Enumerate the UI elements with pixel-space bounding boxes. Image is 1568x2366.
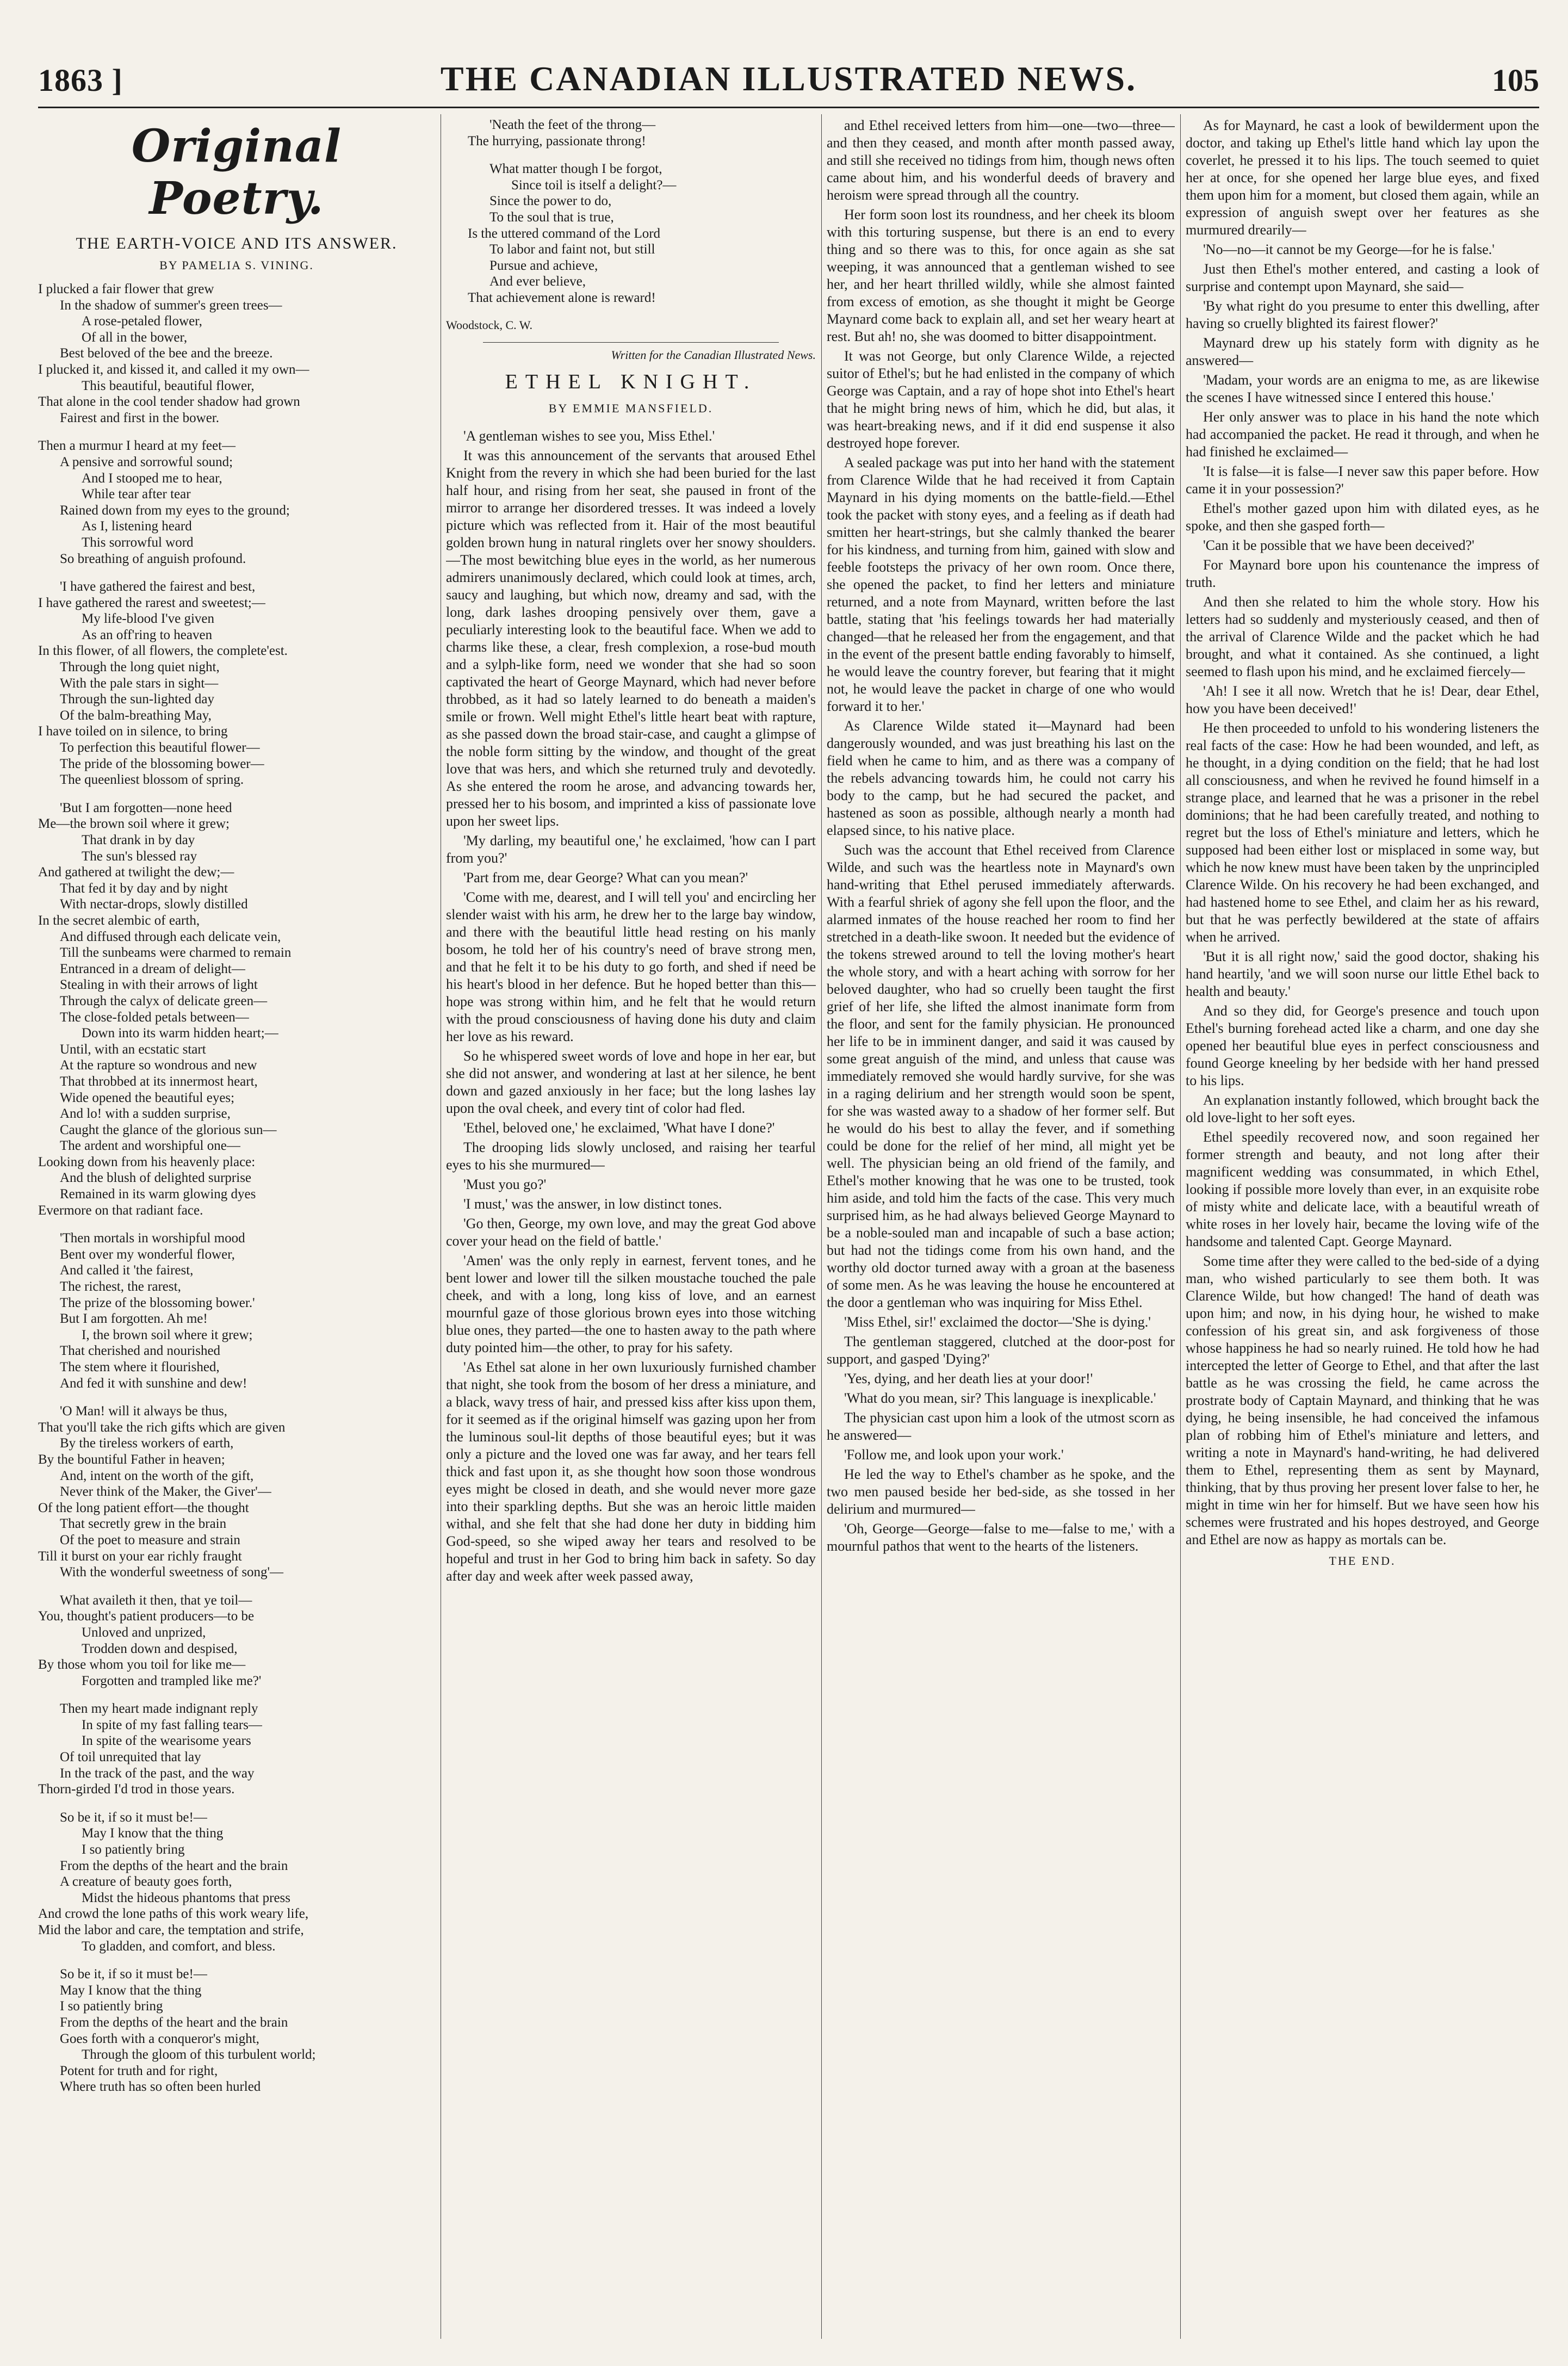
poem-stanza — [38, 1230, 435, 1391]
poem-line: Then my heart made indignant reply — [60, 1701, 258, 1717]
poem-line: In the shadow of summer's green trees— — [60, 298, 282, 313]
story-paragraph: As for Maynard, he cast a look of bewilderment upon the doctor, and taking up Ethel's little hand which lay upon the coverlet, he pressed it to his lips. The touch seemed to quiet her at once, for she opened her large blue eyes, and fixed them upon him for a moment, but closed them again, while an expression of anguish swept over her features as she murmured drearily— — [1186, 117, 1539, 238]
poem-line: In spite of my fast falling tears— — [82, 1717, 262, 1732]
story-paragraph: So he whispered sweet words of love and hope in her ear, but she did not answer, and wondering at last at her silence, he bent down and gazed anxiously in her face; but the long lashes lay upon the oval cheek, and every tint of color had fled. — [446, 1048, 816, 1116]
poem-line: But I am forgotten. Ah me! — [60, 1311, 208, 1327]
poem-line: Entranced in a dream of delight— — [60, 961, 245, 976]
poem-line: To labor and faint not, but still — [489, 242, 655, 257]
story-paragraph: 'Ethel, beloved one,' he exclaimed, 'What have I done?' — [463, 1119, 775, 1136]
poem-line: Trodden down and despised, — [82, 1641, 238, 1656]
poem-line: Caught the glance of the glorious sun— — [60, 1122, 277, 1137]
poem-line: Of toil unrequited that lay — [60, 1750, 201, 1765]
poem-line: The queenliest blossom of spring. — [60, 772, 244, 788]
poem-line: The richest, the rarest, — [60, 1279, 181, 1295]
story-paragraph: It was this announcement of the servants that aroused Ethel Knight from the revery in which she had been buried for the last half hour, and rising from her seat, she paused in front of the mirror to arrange her disordered tresses. It was indeed a lovely picture which was reflected from it. Hair of the most beautiful golden brown hung in natural ringlets over her snowy shoulders.—The most bewitching blue eyes in the world, as her numerous admirers unanimously declared, which could look at times, arch, saucy and laughing, but which now, dreamy and sad, with the long, dark lashes drooping pensively over them, gave a peculiarly interesting look to the beautiful face. When we add to charms like these, a clear, fresh complexion, a rose-bud mouth and a sylph-like form, need we wonder that she had so soon captivated the heart of George Maynard, which had never before throbbed, as it had so lately learned to do beneath a maiden's smile or frown. Well might Ethel's little heart beat with rapture, as she passed down the broad stair-case, and caught a glimpse of the noble form sitting by the window, and thought of the great love that was hers, and which she returned truly and devotedly. As she entered the room he arose, and advancing towards her, pressed her to his bosom, and imprinted a kiss of passionate love upon her sweet lips. — [446, 447, 816, 829]
story-paragraph: 'Part from me, dear George? What can you mean?' — [463, 869, 748, 885]
poem-line: I have toiled on in silence, to bring — [38, 724, 228, 739]
story-paragraph: An explanation instantly followed, which brought back the old love-light to her soft eyes. — [1186, 1092, 1539, 1125]
story-paragraph: 'I must,' was the answer, in low distinct tones. — [463, 1196, 722, 1212]
story-paragraph: 'What do you mean, sir? This language is inexplicable.' — [844, 1390, 1156, 1406]
poem-stanza — [38, 579, 435, 788]
story-column-2 — [827, 117, 1175, 1557]
poem-line: That you'll take the rich gifts which are given — [38, 1420, 286, 1435]
poem-line: From the depths of the heart and the brain — [60, 2015, 288, 2030]
story-paragraph: For Maynard bore upon his countenance the impress of truth. — [1186, 557, 1539, 590]
poem-stanza — [446, 161, 816, 306]
story-paragraph: 'Yes, dying, and her death lies at your door!' — [844, 1371, 1093, 1386]
poem-line: Through the long quiet night, — [60, 660, 220, 675]
poem-title: THE EARTH-VOICE AND ITS ANSWER. — [76, 234, 398, 252]
poem-stanza — [38, 1593, 435, 1689]
story-paragraph: The drooping lids slowly unclosed, and raising her tearful eyes to his she murmured— — [446, 1139, 816, 1173]
poem-line: Of all in the bower, — [82, 330, 188, 345]
poem-line: Unloved and unprized, — [82, 1625, 206, 1640]
poem-line: The stem where it flourished, — [60, 1360, 220, 1374]
poem-stanza — [38, 438, 435, 567]
poem-line: The pride of the blossoming bower— — [60, 756, 264, 771]
poem-line: And called it 'the fairest, — [60, 1263, 194, 1278]
poem-line: Through the sun-lighted day — [60, 692, 214, 707]
poem-line: So breathing of anguish profound. — [60, 551, 246, 566]
column-divider — [1180, 114, 1181, 2339]
section-divider — [483, 342, 779, 343]
poem-line: The ardent and worshipful one— — [60, 1138, 240, 1154]
story-paragraph: 'Follow me, and look upon your work.' — [844, 1447, 1064, 1463]
poem-line: 'Neath the feet of the throng— — [489, 117, 656, 132]
poem-line: At the rapture so wondrous and new — [60, 1058, 257, 1073]
poem-line: Mid the labor and care, the temptation and strife, — [38, 1923, 304, 1937]
story-column-1 — [446, 117, 816, 1587]
poem-line: So be it, if so it must be!— — [60, 1810, 207, 1825]
poem-line: Of the poet to measure and strain — [60, 1532, 240, 1547]
story-paragraph: 'Miss Ethel, sir!' exclaimed the doctor—'She is dying.' — [844, 1314, 1151, 1330]
poem-line: 'I have gathered the fairest and best, — [60, 579, 256, 594]
poem-line: Where truth has so often been hurled — [60, 2079, 261, 2095]
poem-line: In this flower, of all flowers, the complete'est. — [38, 643, 288, 659]
poem-line: Forgotten and trampled like me?' — [82, 1673, 262, 1688]
masthead-rule — [38, 107, 1539, 108]
column-divider — [821, 114, 822, 2339]
poem-line: And, intent on the worth of the gift, — [60, 1468, 254, 1483]
poem-line: And crowd the lone paths of this work weary life, — [38, 1906, 309, 1922]
poem-line: While tear after tear — [82, 487, 191, 502]
poem-line: And the blush of delighted surprise — [60, 1170, 252, 1186]
poem-line: That cherished and nourished — [60, 1343, 221, 1359]
story-paragraph: Some time after they were called to the bed-side of a dying man, who wished particularly to see them both. It was Clarence Wilde, but how changed! The hand of death was upon him; and now, in his dying hour, he wished to make confession of his great sin, and ask forgiveness of those whose happiness he had so nearly ruined. He told how he had intercepted the letter of George to Ethel, and that after the last battle as he was crossing the field, he came across the prostrate body of Captain Maynard, and thinking that he was dying, he being insensible, he had conceived the infamous plan of robbing him of Ethel's miniature and letters, and writing a note in Maynard's hand-writing, he had delivered them to Ethel, representing them as sent by Maynard, thinking, that by thus proving her present lover false to her, he might in time win her for himself. But we have seen how his schemes were frustrated and his hopes destroyed, and George and Ethel are now as happy as mortals can be. — [1186, 1253, 1539, 1547]
poem-line: 'Then mortals in worshipful mood — [60, 1231, 245, 1246]
poem-line: I have gathered the rarest and sweetest;— — [38, 595, 265, 610]
poem-line: With the pale stars in sight— — [60, 676, 219, 691]
poem-line: Thorn-girded I'd trod in those years. — [38, 1782, 235, 1797]
poem-line: I so patiently bring — [82, 1842, 185, 1857]
poem-line: You, thought's patient producers—to be — [38, 1609, 255, 1624]
poem-line: A rose-petaled flower, — [82, 314, 202, 329]
story-paragraph: Ethel speedily recovered now, and soon regained her former strength and beauty, and not long after their magnificent wedding was consummated, in which Ethel, looking if possible more lovely than ever, in an exquisite robe of misty white and delicate lace, with a beautiful wreath of white roses in her lovely hair, became the loving wife of the handsome and talented Capt. George Maynard. — [1186, 1129, 1539, 1249]
poem-line: The hurrying, passionate throng! — [468, 133, 646, 148]
poem-line: Pursue and achieve, — [489, 258, 598, 273]
story-paragraph: 'A gentleman wishes to see you, Miss Ethel.' — [463, 428, 715, 444]
poem-line: With the wonderful sweetness of song'— — [60, 1565, 284, 1580]
poem-line: The close-folded petals between— — [60, 1009, 249, 1025]
story-paragraph: Her only answer was to place in his hand the note which had accompanied the packet. He read it through, and when he had finished he exclaimed— — [1186, 409, 1539, 460]
poem-line: Rained down from my eyes to the ground; — [60, 503, 290, 518]
poetry-section-header: Original Poetry. — [131, 120, 342, 225]
poem-line: Since toil is itself a delight?— — [511, 177, 677, 193]
poem-line: I plucked it, and kissed it, and called it my own— — [38, 362, 309, 377]
poem-stanza — [38, 1403, 435, 1581]
story-paragraph: Such was the account that Ethel received from Clarence Wilde, and such was the heartless note in Maynard's own hand-writing that Ethel perused immediately afterwards. With a fearful shriek of agony she fell upon the floor, and the alarmed inmates of the house reached her room to find her stretched in a death-like swoon. It needed but the evidence of the tokens strewed around to tell the loving mother's heart the whole story, and with a heart aching with sorrow for her beloved daughter, who had so cruelly been taught the first grief of her life, she lifted the almost inanimate form from the floor, and sent for the family physician. He pronounced her life to be in imminent danger, and said it was caused by some great anguish of the mind, and unless that cause was immediately removed she would hardly survive, for she was in a raging delirium and her strength would soon be spent, for she was wasted away to a shadow of her former self. But he would do his best to allay the fever, and if something could be done for the relief of her mind, all might yet be well. The physician being an old friend of the family, and Ethel's mother knowing that he was one to be trusted, took him aside, and told him the facts of the case. This very much surprised him, as he had always believed George Maynard to be a noble-souled man and incapable of such a base action; but had not the tidings come from his own hand, and the worthy old doctor turned away with a groan at the baseness of some men. As he was leaving the house he encountered at the door a gentleman who was inquiring for Miss Ethel. — [827, 842, 1175, 1310]
poem-line: Till the sunbeams were charmed to remain — [60, 945, 292, 961]
poem-line: In the track of the past, and the way — [60, 1766, 255, 1781]
story-paragraph: And so they did, for George's presence and touch upon Ethel's burning forehead acted like a charm, and one day she opened her beautiful blue eyes in perfect consciousness and found George kneeling by her bedside with her hand pressed to his lips. — [1186, 1003, 1539, 1088]
story-text — [446, 428, 816, 1585]
story-text — [827, 117, 1175, 1555]
poem-line: Remained in its warm glowing dyes — [60, 1187, 256, 1202]
poem-line: And diffused through each delicate vein, — [60, 929, 281, 944]
story-paragraph: The gentleman staggered, clutched at the door-post for support, and gasped 'Dying?' — [827, 1334, 1175, 1367]
story-paragraph: 'My darling, my beautiful one,' he exclaimed, 'how can I part from you?' — [446, 832, 816, 866]
poem-line: Down into its warm hidden heart;— — [82, 1026, 278, 1041]
poem-line: This beautiful, beautiful flower, — [82, 378, 255, 393]
poem-line: That achievement alone is reward! — [468, 290, 656, 305]
poem-line: Evermore on that radiant face. — [38, 1203, 203, 1218]
poem-line: In the secret alembic of earth, — [38, 913, 200, 928]
poem-line: That alone in the cool tender shadow had grown — [38, 394, 300, 410]
poem-line: As I, listening heard — [82, 519, 192, 534]
poem-line: May I know that the thing — [82, 1826, 224, 1841]
story-paragraph: It was not George, but only Clarence Wilde, a rejected suitor of Ethel's; but he had enlisted in the company of which George was Captain, and a ray of hope shot into Ethel's heart that he might bring news of him, which he did, but alas, it was heart-breaking news, and if it did end suspense it also destroyed hope forever. — [827, 348, 1175, 451]
poem-stanza — [38, 1966, 435, 2095]
story-paragraph: 'But it is all right now,' said the good doctor, shaking his hand heartily, 'and we will soon nurse our little Ethel back to health and beauty.' — [1186, 949, 1539, 999]
poem-line: Of the long patient effort—the thought — [38, 1500, 249, 1515]
poem-line: With nectar-drops, slowly distilled — [60, 897, 248, 912]
poem-line: In spite of the wearisome years — [82, 1733, 251, 1749]
poem-line: To perfection this beautiful flower— — [60, 740, 260, 755]
poem-line: That drank in by day — [82, 833, 195, 847]
poem-line: A pensive and sorrowful sound; — [60, 454, 233, 469]
poem-line: From the depths of the heart and the brain — [60, 1858, 288, 1873]
poem-byline: BY PAMELIA S. VINING. — [159, 258, 314, 272]
poem-line: Midst the hideous phantoms that press — [82, 1890, 290, 1905]
story-column-3 — [1186, 117, 1539, 1568]
story-paragraph: 'No—no—it cannot be my George—for he is false.' — [1203, 241, 1495, 257]
poem-line: Me—the brown soil where it grew; — [38, 816, 230, 832]
masthead — [38, 59, 1539, 108]
story-paragraph: He then proceeded to unfold to his wondering listeners the real facts of the case: How he had been wounded, and left, as he thought, in a dying condition on the field; that he had lost all consciousness, and when he revived he found himself in a strange place, and learned that he was a prisoner in the rebel dominions; that he had been carefully treated, and nothing to regret but the loss of Ethel's miniature and letters, which he supposed had been either lost or misplaced in some way, but which he now knew must have been taken by the unprincipled Clarence Wilde. On his recovery he had been exchanged, and had hastened home to see Ethel, and claim her as his reward, but that he was perfectly bewildered at the state of affairs when he arrived. — [1186, 720, 1539, 945]
poem-place: Woodstock, C. W. — [446, 318, 532, 332]
poem-line: That throbbed at its innermost heart, — [60, 1074, 258, 1089]
story-paragraph: 'Must you go?' — [463, 1176, 547, 1192]
story-paragraph: The physician cast upon him a look of the utmost scorn as he answered— — [827, 1410, 1175, 1443]
poem-line: And I stooped me to hear, — [82, 470, 222, 486]
poem-line: That secretly grew in the brain — [60, 1516, 227, 1532]
poem-stanza — [38, 281, 435, 426]
poem-line: As an off'ring to heaven — [82, 627, 213, 642]
poem-line: Then a murmur I heard at my feet— — [38, 438, 236, 454]
poem-line: Is the uttered command of the Lord — [468, 226, 661, 241]
poem-line: The prize of the blossoming bower.' — [60, 1295, 255, 1310]
poem-line: And lo! with a sudden surprise, — [60, 1106, 231, 1122]
poem-line: Never think of the Maker, the Giver'— — [60, 1484, 271, 1500]
poem-body — [38, 281, 435, 2095]
poem-line: Stealing in with their arrows of light — [60, 977, 258, 993]
story-paragraph: Maynard drew up his stately form with dignity as he answered— — [1186, 335, 1539, 368]
poem-line: May I know that the thing — [60, 1983, 202, 1998]
poem-line: By those whom you toil for like me— — [38, 1657, 246, 1673]
poem-stanza — [38, 1701, 435, 1798]
story-paragraph: 'Ah! I see it all now. Wretch that he is! Dear, dear Ethel, how you have been deceived!' — [1186, 683, 1539, 716]
story-byline: BY EMMIE MANSFIELD. — [548, 401, 714, 415]
poem-stanza — [446, 117, 816, 149]
poem-line: This sorrowful word — [82, 535, 194, 550]
poem-line: What matter though I be forgot, — [489, 162, 662, 177]
story-paragraph: and Ethel received letters from him—one—two—three—and then they ceased, and month after month passed away, and still she received no tidings from him, though news often came about him, and his wonderful deeds of bravery and heroism were spread through all the country. — [827, 117, 1175, 203]
story-paragraph: He led the way to Ethel's chamber as he spoke, and the two men paused beside her bed-side, as she tossed in her delirium and murmured— — [827, 1466, 1175, 1517]
poem-line: Looking down from his heavenly place: — [38, 1154, 256, 1169]
poem-line: By the bountiful Father in heaven; — [38, 1452, 225, 1467]
story-paragraph: 'Amen' was the only reply in earnest, fervent tones, and he bent lower and lower till the silken moustache touched the pale cheek, and with a long, long kiss of love, and an earnest mournful gaze of those glorious brown eyes into those witching blue ones, they parted—the one to hasten away to the path where duty pointed him—the other, to pray for his safety. — [446, 1252, 816, 1355]
story-paragraph: 'By what right do you presume to enter this dwelling, after having so cruelly blighted its fairest flower?' — [1186, 298, 1539, 331]
story-credit: Written for the Canadian Illustrated News. — [611, 348, 816, 362]
poem-line: By the tireless workers of earth, — [60, 1436, 234, 1451]
story-end-mark: THE END. — [1329, 1554, 1396, 1568]
story-paragraph: 'As Ethel sat alone in her own luxuriously furnished chamber that night, she took from the bosom of her dress a miniature, and a black, wavy tress of hair, and pressed kiss after kiss upon them, for it seemed as if the original himself was gazing upon her from the luminous soul-lit depths of those beautiful eyes; but it was only a picture and the loved one was far away, and her tears fell thick and fast upon it, as she thought how soon those wondrous eyes might be closed in death, and she would never more gaze into their sparkling depths. But she was an heroic little maiden withal, and she felt that she had done her duty in bidding him God-speed, so she wiped away her tears and resolved to be hopeful and trust in her God to bring him back in safety. So day after day and week after week passed away, — [446, 1359, 816, 1584]
poem-line: To the soul that is true, — [489, 209, 614, 225]
story-paragraph: A sealed package was put into her hand with the statement from Clarence Wilde that he had received it from Captain Maynard in his dying moments on the battle-field.—Ethel took the packet with stony eyes, and a feeling as if death had smitten her heart-strings, but she calmly thanked the bearer for his kindness, and turning from him, gained with slow and feeble footsteps the privacy of her own room. Once there, she opened the packet, to find her letters and miniature returned, and a note from Maynard, written before the last battle, stating that 'his feelings towards her had materially changed—that he released her from the engagement, and that in the event of the present battle ending favorably to himself, he would leave the country forever, but fearing that it might not, he would leave the packet in charge of one who would forward it to her.' — [827, 455, 1175, 714]
poem-line: I, the brown soil where it grew; — [82, 1327, 253, 1342]
poem-line: My life-blood I've given — [82, 611, 215, 627]
poem-line: And fed it with sunshine and dew! — [60, 1376, 247, 1391]
newspaper-title: THE CANADIAN ILLUSTRATED NEWS. — [440, 59, 1137, 98]
poem-stanza — [38, 800, 435, 1218]
poem-line: Fairest and first in the bower. — [60, 410, 219, 425]
poem-line: Best beloved of the bee and the breeze. — [60, 346, 273, 361]
story-paragraph: Just then Ethel's mother entered, and casting a look of surprise and contempt upon Maynard, she said— — [1186, 261, 1539, 294]
page-number: 105 — [1492, 63, 1539, 98]
story-paragraph: 'Oh, George—George—false to me—false to me,' with a mournful pathos that went to the hearts of the listeners. — [827, 1521, 1175, 1554]
story-paragraph: Ethel's mother gazed upon him with dilated eyes, as he spoke, and then she gasped forth— — [1186, 500, 1539, 534]
poem-line: What availeth it then, that ye toil— — [60, 1593, 252, 1608]
poem-stanza — [38, 1810, 435, 1954]
poem-line: 'O Man! will it always be thus, — [60, 1404, 227, 1419]
poem-line: 'But I am forgotten—none heed — [60, 800, 232, 815]
poetry-column — [38, 117, 435, 2107]
poem-line: Potent for truth and for right, — [60, 2063, 218, 2078]
poem-line: Until, with an ecstatic start — [60, 1042, 206, 1057]
story-paragraph: 'Go then, George, my own love, and may the great God above cover your head on the field of battle.' — [446, 1215, 816, 1249]
poem-line: And ever believe, — [489, 274, 586, 289]
story-title: ETHEL KNIGHT. — [505, 370, 757, 393]
poem-continuation — [446, 117, 816, 306]
poem-line: A creature of beauty goes forth, — [60, 1874, 232, 1890]
poem-line: Of the balm-breathing May, — [60, 708, 212, 723]
poem-line: Through the gloom of this turbulent world; — [82, 2047, 316, 2062]
story-paragraph: 'It is false—it is false—I never saw this paper before. How came it in your possession?' — [1186, 463, 1539, 497]
story-paragraph: 'Come with me, dearest, and I will tell you' and encircling her slender waist with his arm, he drew her to the large bay window, and there with the beautiful little head resting on his manly bosom, he told her of his country's need of brave strong men, and that he felt it to be his duty to go forth, and shed if need be his heart's blood in her defence. But he hoped better than this—hope was strong within him, and he felt that he would return with the proud consciousness of having done his duty and claim her love as his reward. — [446, 889, 816, 1044]
poem-line: To gladden, and comfort, and bless. — [82, 1938, 276, 1954]
poem-line: I plucked a fair flower that grew — [38, 282, 214, 296]
story-paragraph: 'Madam, your words are an enigma to me, as are likewise the scenes I have witnessed since I entered this house.' — [1186, 372, 1539, 405]
poem-line: Goes forth with a conqueror's might, — [60, 2031, 259, 2046]
poem-line: Bent over my wonderful flower, — [60, 1247, 235, 1262]
poem-line: Till it burst on your ear richly fraught — [38, 1549, 242, 1564]
story-paragraph: And then she related to him the whole story. How his letters had so suddenly and mysteriously ceased, and then of the arrival of Clarence Wilde and the packet which he had brought, and what it contained. As she continued, a light seemed to flash upon his mind, and he exclaimed fiercely— — [1186, 594, 1539, 679]
poem-line: And gathered at twilight the dew;— — [38, 865, 234, 880]
poem-line: So be it, if so it must be!— — [60, 1967, 207, 1982]
poem-line: That fed it by day and by night — [60, 881, 228, 896]
poem-line: Since the power to do, — [489, 194, 612, 209]
issue-year: 1863 ] — [38, 63, 123, 98]
poem-line: I so patiently bring — [60, 1999, 163, 2014]
poem-line: The sun's blessed ray — [82, 848, 197, 864]
story-text — [1186, 117, 1539, 1549]
story-paragraph: As Clarence Wilde stated it—Maynard had been dangerously wounded, and was just breathing his last on the field when he came to him, and as there was a company of the rebels advancing towards him, he could not carry his body to the camp, but he had secured the packet, and hastened as soon as possible, although nearly a month had elapsed since, to his native place. — [827, 718, 1175, 838]
story-paragraph: Her form soon lost its roundness, and her cheek its bloom with this torturing suspense, but there is an end to every thing and so there was to this, for once again as she sat weeping, it was announced that a gentleman wished to see her, and her heart thrilled wildly, while she almost fainted from excess of emotion, as she thought it might be George Maynard come back to explain all, and set her weary heart at rest. But ah! no, she was doomed to bitter disappointment. — [827, 207, 1175, 344]
poem-line: Through the calyx of delicate green— — [60, 993, 268, 1008]
poem-line: Wide opened the beautiful eyes; — [60, 1090, 235, 1105]
story-paragraph: 'Can it be possible that we have been deceived?' — [1203, 537, 1474, 553]
